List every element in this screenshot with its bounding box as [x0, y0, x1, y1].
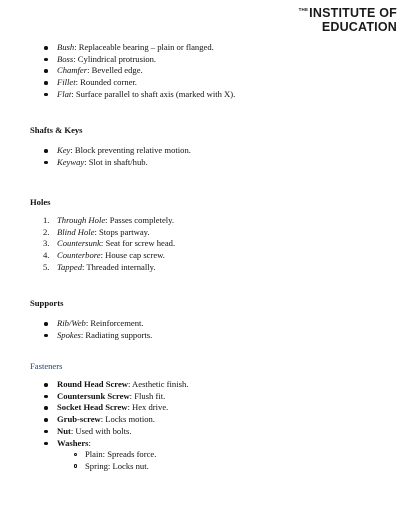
institute-logo	[299, 7, 397, 33]
logo-the: THE	[298, 7, 309, 12]
list-item: 5. Tapped: Threaded internally.	[43, 261, 156, 272]
washer-types-list	[0, 449, 410, 472]
list-item: Chamfer: Bevelled edge.	[0, 65, 410, 77]
list-item: Bush: Replaceable bearing – plain or flanged.	[0, 42, 410, 54]
features-list	[0, 42, 410, 101]
list-item: Flat: Surface parallel to shaft axis (marked with X).	[0, 89, 410, 101]
section-heading-holes: Holes	[30, 197, 51, 207]
supports-list	[0, 318, 410, 341]
list-item: 3. Countersunk: Seat for screw head.	[43, 238, 176, 249]
list-item: 4. Counterbore: House cap screw.	[43, 250, 165, 261]
list-item: Rib/Web: Reinforcement.	[0, 318, 410, 330]
list-item: Round Head Screw: Aesthetic finish.	[0, 379, 410, 391]
list-item: 2. Blind Hole: Stops partway.	[43, 226, 150, 237]
list-item: Washers:	[0, 438, 410, 450]
logo-line-1: INSTITUTE OF	[309, 6, 397, 20]
fasteners-list	[0, 379, 410, 449]
list-item: Socket Head Screw: Hex drive.	[0, 402, 410, 414]
section-heading-shafts: Shafts & Keys	[30, 125, 83, 135]
logo-line-2: EDUCATION	[321, 19, 397, 34]
shafts-list	[0, 145, 410, 168]
list-item: 1. Through Hole: Passes completely.	[43, 215, 175, 225]
sub-list-item: Spring: Locks nut.	[0, 461, 410, 473]
section-heading-supports: Supports	[30, 298, 64, 308]
list-item: Nut: Used with bolts.	[0, 426, 410, 438]
list-item: Fillet: Rounded corner.	[0, 77, 410, 89]
list-item: Boss: Cylindrical protrusion.	[0, 54, 410, 66]
section-heading-fasteners: Fasteners	[30, 361, 63, 371]
list-item: Grub-screw: Locks motion.	[0, 414, 410, 426]
holes-list	[0, 215, 410, 274]
list-item: Spokes: Radiating supports.	[0, 330, 410, 342]
sub-list-item: Plain: Spreads force.	[0, 449, 410, 461]
list-item: Keyway: Slot in shaft/hub.	[0, 157, 410, 169]
list-item: Key: Block preventing relative motion.	[0, 145, 410, 157]
list-item: Countersunk Screw: Flush fit.	[0, 391, 410, 403]
